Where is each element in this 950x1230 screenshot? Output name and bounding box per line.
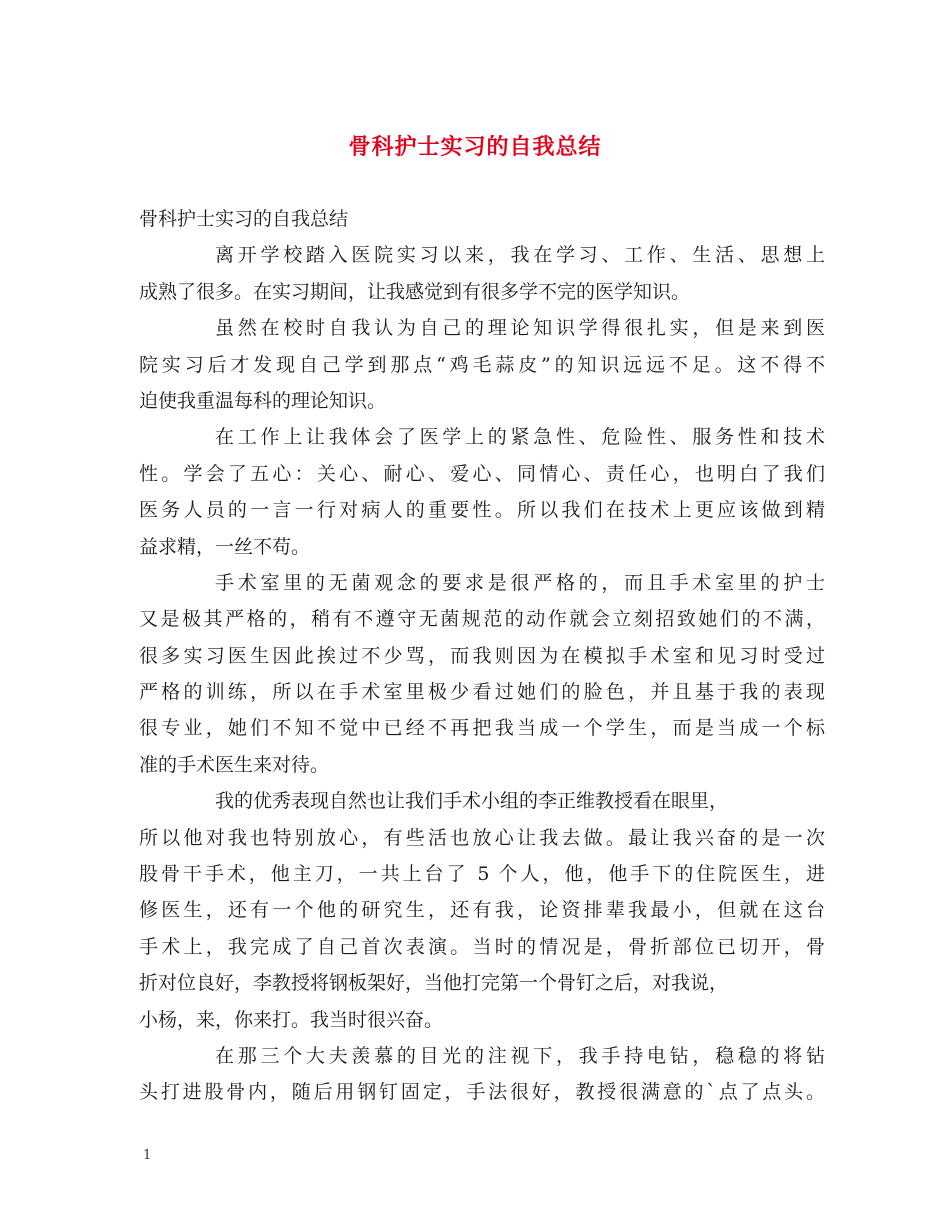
text-line: 很多实习医生因此挨过不少骂，而我则因为在模拟手术室和见习时受过	[139, 644, 825, 667]
text-line: 成熟了很多。在实习期间，让我感觉到有很多学不完的医学知识。	[139, 280, 691, 303]
text-line: 骨科护士实习的自我总结	[139, 208, 349, 230]
text-line: 头打进股骨内，随后用钢钉固定，手法很好，教授很满意的`点了点头。	[139, 1081, 825, 1104]
text-line: 手术上，我完成了自己首次表演。当时的情况是，骨折部位已切开，骨	[139, 935, 825, 958]
text-line: 手术室里的无菌观念的要求是很严格的，而且手术室里的护士	[215, 571, 825, 594]
text-line: 又是极其严格的，稍有不遵守无菌规范的动作就会立刻招致她们的不满，	[139, 608, 825, 631]
text-line: 准的手术医生来对待。	[139, 753, 330, 776]
text-line: 折对位良好，李教授将钢板架好，当他打完第一个骨钉之后，对我说，	[139, 972, 729, 995]
text-line: 股骨干手术，他主刀，一共上台了 5 个人，他，他手下的住院医生，进	[139, 863, 825, 886]
text-line: 在那三个大夫羡慕的目光的注视下，我手持电钻，稳稳的将钻	[215, 1044, 825, 1067]
text-line: 性。学会了五心：关心、耐心、爱心、同情心、责任心，也明白了我们	[139, 462, 825, 485]
text-line: 所以他对我也特别放心，有些活也放心让我去做。最让我兴奋的是一次	[139, 826, 825, 849]
text-line: 医务人员的一言一行对病人的重要性。所以我们在技术上更应该做到精	[139, 499, 825, 522]
text-line: 修医生，还有一个他的研究生，还有我，论资排辈我最小，但就在这台	[139, 899, 825, 922]
text-line: 严格的训练，所以在手术室里极少看过她们的脸色，并且基于我的表现	[139, 681, 825, 704]
page-number: 1	[143, 1148, 152, 1163]
text-line: 很专业，她们不知不觉中已经不再把我当成一个学生，而是当成一个标	[139, 717, 825, 740]
text-line: 小杨，来，你来打。我当时很兴奋。	[139, 1008, 444, 1031]
text-line: 我的优秀表现自然也让我们手术小组的李正维教授看在眼里，	[215, 790, 729, 813]
text-line: 益求精，一丝不苟。	[139, 535, 311, 558]
text-line: 迫使我重温每科的理论知识。	[139, 389, 387, 412]
document-title: 骨科护士实习的自我总结	[348, 134, 602, 160]
text-line: 在工作上让我体会了医学上的紧急性、危险性、服务性和技术	[215, 426, 825, 449]
text-line: 离开学校踏入医院实习以来，我在学习、工作、生活、思想上	[215, 244, 825, 267]
document-body	[139, 201, 825, 1111]
text-line: 院实习后才发现自己学到那点“鸡毛蒜皮”的知识远远不足。这不得不	[139, 353, 825, 376]
text-line: 虽然在校时自我认为自己的理论知识学得很扎实，但是来到医	[215, 317, 825, 340]
